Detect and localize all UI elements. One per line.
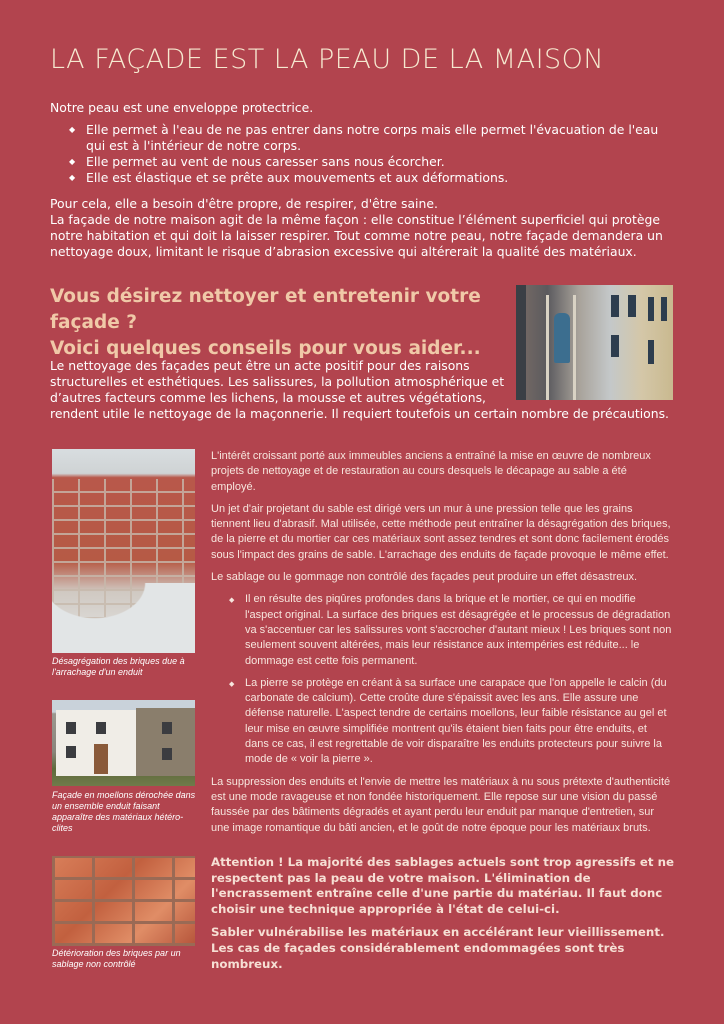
photo-detail [516, 285, 526, 400]
intro-bullet: ◆ Elle permet au vent de nous caresser sans nous écorcher. [86, 154, 675, 170]
photo-detail [611, 295, 619, 317]
stone-facade-photo [52, 700, 195, 786]
photo-detail [648, 340, 654, 364]
body-paragraph: La suppression des enduits et l'envie de mettre les matériaux à nu sous prétexte d'authenticité est une mode ravageuse et non fondée historiquement. Elle repose sur une vision du passé faussée par des bâtiments dégradés et ayant perdu leur enduit par manque d'entretien, sur une image romantique du bâti ancien, et le goût de notre époque pour les matériaux bruts. [211, 775, 671, 834]
body-paragraph: Le sablage ou le gommage non contrôlé des façades peut produire un effet désastreux. [211, 571, 638, 584]
intro-section [50, 100, 675, 260]
photo-detail [66, 722, 76, 734]
subtitle-line: Vous désirez nettoyer et entretenir votre façade ? [50, 286, 481, 333]
photo-detail [611, 335, 619, 357]
intro-bullet-list [50, 122, 675, 186]
photo-detail [52, 583, 195, 653]
photo-detail [554, 313, 570, 363]
body-paragraph: Un jet d'air projetant du sable est dirigé vers un mur à une pression telle que les grains tiennent lieu d'abrasif. Mal utilisée, cette méthode peut entraîner la désagrégation des briques, de la pierre et du mortier car ces matériaux sont assez tendres et sont donc facilement érodés sous l'impact des grains de sable. L'arrachage des enduits de façade provoque le même effet. [211, 502, 671, 561]
attention-paragraph: Sabler vulnérabilise les matériaux en accélérant leur vieillissement. Les cas de façades considérablement endommagées sont très nombreux. [211, 925, 665, 971]
facade-cleaning-photo [516, 285, 673, 400]
page-title: LA FAÇADE EST LA PEAU DE LA MAISON [50, 44, 605, 75]
photo-detail [648, 297, 654, 321]
intro-bullet: ◆ Elle est élastique et se prête aux mouvements et aux déformations. [86, 170, 675, 186]
body-bullet-list [211, 592, 673, 767]
photo-detail [162, 748, 172, 760]
section-subtitle [50, 284, 510, 362]
photo-caption: Façade en moellons dérochée dans un ensemble enduit faisant apparaître des matériaux hétéro-clites [52, 790, 196, 833]
photo-caption: Désagrégation des briques due à l'arrachage d'un enduit [52, 656, 185, 677]
attention-paragraph: Attention ! La majorité des sablages actuels sont trop agressifs et ne respectent pas la peau de votre maison. L'élimination de l'encrassement entraîne celle d'une partie du matériau. Il faut donc choisir une technique appropriée à l'état de celui-ci. [211, 855, 675, 916]
brick-decay-photo [52, 449, 195, 653]
lede-paragraph: Le nettoyage des façades peut être un acte positif pour des raisons structurelles et esthétiques. Les salissures, la pollution atmosphérique et d’autres facteurs comme les lichens, la mousse et autres végétations, [50, 358, 505, 405]
body-bullet: ◆ La pierre se protège en créant à sa surface une carapace que l'on appelle le calcin (du carbonate de calcium). Cette croûte dure s'épaissit avec les ans. Elle assure une défense naturelle. L'aspect tendre de certains moellons, leur faible résistance au gel et leur mise en œuvre simplifiée montrent qu'ils étaient bien faits pour être enduits, et dans ce cas, il est regrettable de voir disparaître les enduits protecteurs pour suivre la mode de « voir la pierre ». [245, 676, 673, 768]
subtitle-line: Voici quelques conseils pour vous aider... [50, 338, 481, 359]
body-text-column [211, 449, 673, 843]
body-paragraph: L'intérêt croissant porté aux immeubles anciens a entraîné la mise en œuvre de nombreux projets de nettoyage et de restauration au cours desquels le décapage au sable a été employé. [211, 450, 651, 493]
photo-detail [66, 746, 76, 758]
intro-lead: Notre peau est une enveloppe protectrice. [50, 100, 314, 115]
photo-detail [136, 708, 195, 776]
photo-detail [96, 722, 106, 734]
intro-paragraph: La façade de notre maison agit de la même façon : elle constitue l’élément superficiel qui protège notre habitation et qui doit la laisser respirer. Tout comme notre peau, notre façade demandera un nettoyage doux, limitant le risque d’abrasion excessive qui altérerait la qualité des matériaux. [50, 212, 663, 259]
photo-detail [162, 722, 172, 734]
body-bullet: ◆ Il en résulte des piqûres profondes dans la brique et le mortier, ce qui en modifie l'aspect original. La surface des briques est désagrégée et le processus de dégradation va s'accentuer car les salissures vont s'accrocher d'autant mieux ! Les briques sont non seulement souvent altérées, mais leur résistance aux intempéries est réduite... le dommage est cette fois permanent. [245, 592, 673, 668]
lede-paragraph-end: rendent utile le nettoyage de la maçonnerie. Il requiert toutefois un certain nombre de précautions. [50, 406, 669, 421]
photo-detail [661, 297, 667, 321]
photo-detail [94, 744, 108, 774]
sandblasted-brick-photo [52, 856, 195, 946]
attention-box [211, 855, 676, 980]
photo-detail [628, 295, 636, 317]
intro-paragraph: Pour cela, elle a besoin d'être propre, de respirer, d'être saine. [50, 196, 438, 211]
intro-bullet: ◆ Elle permet à l'eau de ne pas entrer dans notre corps mais elle permet l'évacuation de l'eau qui est à l'intérieur de notre corps. [86, 122, 675, 154]
photo-caption: Détérioration des briques par un sablage non contrôlé [52, 948, 181, 969]
